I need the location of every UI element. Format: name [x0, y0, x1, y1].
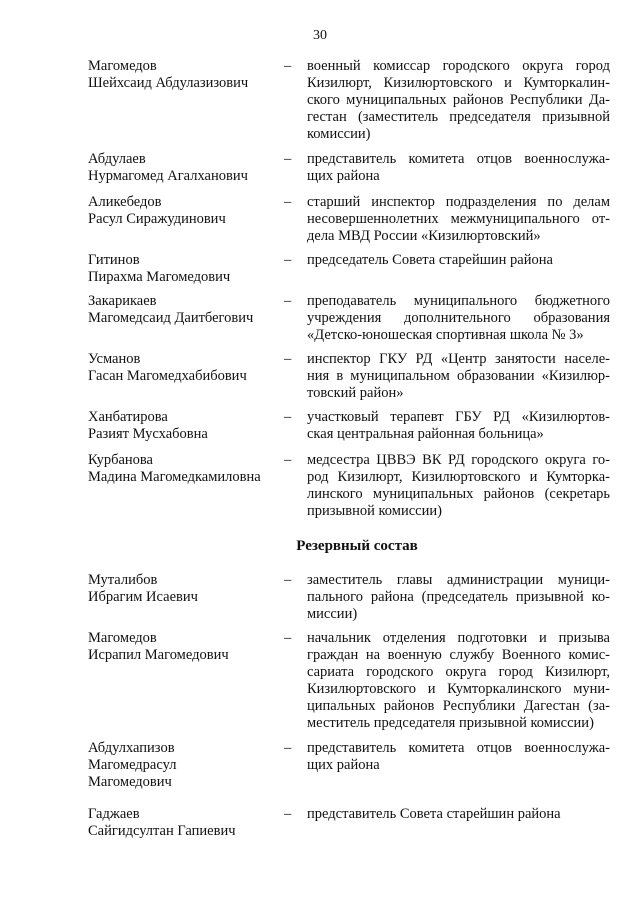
member-position-line: Кизилюрт, Кизилюртовского и Кумторкалин-	[307, 75, 610, 91]
entry-dash: –	[284, 572, 292, 588]
member-position-line: учреждения дополнительного образования	[307, 310, 610, 326]
entry-dash: –	[284, 740, 292, 756]
member-position-line: меститель председателя призывной комиссии)	[307, 715, 594, 731]
member-position-line: призывной комиссии)	[307, 503, 442, 519]
member-position	[307, 740, 610, 774]
member-name-line: Курбанова	[88, 452, 153, 468]
member-name-line: Шейхсаид Абдулазизович	[88, 75, 249, 91]
member-position-line: представитель комитета отцов военнослужа-	[307, 151, 610, 167]
member-name-line: Ибрагим Исаевич	[88, 589, 198, 605]
member-name-line: Магомедов	[88, 58, 157, 74]
member-name-line: Нурмагомед Агалханович	[88, 168, 248, 184]
member-name	[88, 630, 283, 664]
member-name	[88, 151, 283, 185]
member-position	[307, 151, 610, 185]
member-position-line: щих района	[307, 757, 380, 773]
member-position-line: комиссии)	[307, 126, 371, 142]
entry-dash: –	[284, 351, 292, 367]
entry-dash: –	[284, 194, 292, 210]
member-name	[88, 572, 283, 606]
member-name-line: Муталибов	[88, 572, 158, 588]
member-name-line: Магомедов	[88, 630, 157, 646]
entry-dash: –	[284, 452, 292, 468]
member-name	[88, 194, 283, 228]
member-name-line: Гитинов	[88, 252, 140, 268]
member-name-line: Закарикаев	[88, 293, 157, 309]
member-position-line: щих района	[307, 168, 380, 184]
member-position-line: граждан на военную службу Военного комис-	[307, 647, 610, 663]
member-position-line: линского муниципальных районов (секретарь	[307, 486, 610, 502]
member-name	[88, 806, 283, 840]
member-position-line: род Кизилюрт, Кизилюртовского и Кумторка-	[307, 469, 610, 485]
member-position-line: Кизилюртовского и Кумторкалинского муни-	[307, 681, 610, 697]
entry-dash: –	[284, 58, 292, 74]
member-name	[88, 293, 283, 327]
member-position-line: военный комиссар городского округа город	[307, 58, 610, 74]
member-position-line: товский район»	[307, 385, 404, 401]
member-position-line: участковый терапевт ГБУ РД «Кизилюртов-	[307, 409, 610, 425]
member-position-line: несовершеннолетних межмуниципального от-	[307, 211, 610, 227]
member-name-line: Гаджаев	[88, 806, 140, 822]
entry-dash: –	[284, 630, 292, 646]
member-name-line: Гасан Магомедхабибович	[88, 368, 247, 384]
member-position-line: медсестра ЦВВЭ ВК РД городского округа го-	[307, 452, 610, 468]
member-position	[307, 252, 610, 269]
member-name-line: Магомедович	[88, 774, 172, 790]
entry-dash: –	[284, 151, 292, 167]
member-name-line: Мадина Магомедкамиловна	[88, 469, 261, 485]
member-position-line: старший инспектор подразделения по делам	[307, 194, 610, 210]
member-name	[88, 740, 283, 791]
member-position-line: дела МВД России «Кизилюртовский»	[307, 228, 541, 244]
member-name-line: Абдулхапизов	[88, 740, 175, 756]
member-position-line: ского муниципальных районов Республики Да-	[307, 92, 610, 108]
member-position-line: миссии)	[307, 606, 358, 622]
member-position-line: гестан (заместитель председателя призывной	[307, 109, 610, 125]
member-name-line: Усманов	[88, 351, 141, 367]
member-name-line: Ханбатирова	[88, 409, 168, 425]
member-name-line: Исрапил Магомедович	[88, 647, 229, 663]
member-name-line: Пирахма Магомедович	[88, 269, 231, 285]
member-position	[307, 409, 610, 443]
member-position	[307, 293, 610, 344]
member-position	[307, 630, 610, 732]
member-name-line: Сайгидсултан Гапиевич	[88, 823, 236, 839]
member-position-line: ния в муниципальном образовании «Кизилюр-	[307, 368, 610, 384]
entry-dash: –	[284, 409, 292, 425]
member-position-line: ская центральная районная больница»	[307, 426, 544, 442]
member-name	[88, 409, 283, 443]
member-name-line: Абдулаев	[88, 151, 146, 167]
member-name-line: Разият Мусхабовна	[88, 426, 208, 442]
member-position	[307, 572, 610, 623]
member-position-line: ципальных районов Республики Дагестан (за-	[307, 698, 610, 714]
member-position-line: инспектор ГКУ РД «Центр занятости населе-	[307, 351, 610, 367]
reserve-section-title: Резервный состав	[296, 538, 418, 554]
member-name	[88, 252, 283, 286]
member-position	[307, 452, 610, 520]
member-position-line: представитель комитета отцов военнослужа-	[307, 740, 610, 756]
member-name	[88, 351, 283, 385]
page-number: 30	[313, 28, 327, 43]
member-name	[88, 58, 283, 92]
member-position-line: «Детско-юношеская спортивная школа № 3»	[307, 327, 584, 343]
member-position	[307, 806, 610, 823]
member-name	[88, 452, 283, 486]
member-name-line: Аликебедов	[88, 194, 162, 210]
member-position	[307, 194, 610, 245]
member-position-line: пального района (председатель призывной ко-	[307, 589, 610, 605]
member-name-line: Магомедсаид Даитбегович	[88, 310, 254, 326]
member-position-line: сариата городского округа город Кизилюрт,	[307, 664, 610, 680]
member-position-line: председатель Совета старейшин района	[307, 252, 553, 268]
member-position	[307, 58, 610, 143]
entry-dash: –	[284, 252, 292, 268]
member-position-line: преподаватель муниципального бюджетного	[307, 293, 610, 309]
member-position	[307, 351, 610, 402]
member-position-line: начальник отделения подготовки и призыва	[307, 630, 610, 646]
member-position-line: представитель Совета старейшин района	[307, 806, 561, 822]
member-name-line: Магомедрасул	[88, 757, 177, 773]
member-position-line: заместитель главы администрации муници-	[307, 572, 610, 588]
entry-dash: –	[284, 806, 292, 822]
member-name-line: Расул Сиражудинович	[88, 211, 226, 227]
entry-dash: –	[284, 293, 292, 309]
